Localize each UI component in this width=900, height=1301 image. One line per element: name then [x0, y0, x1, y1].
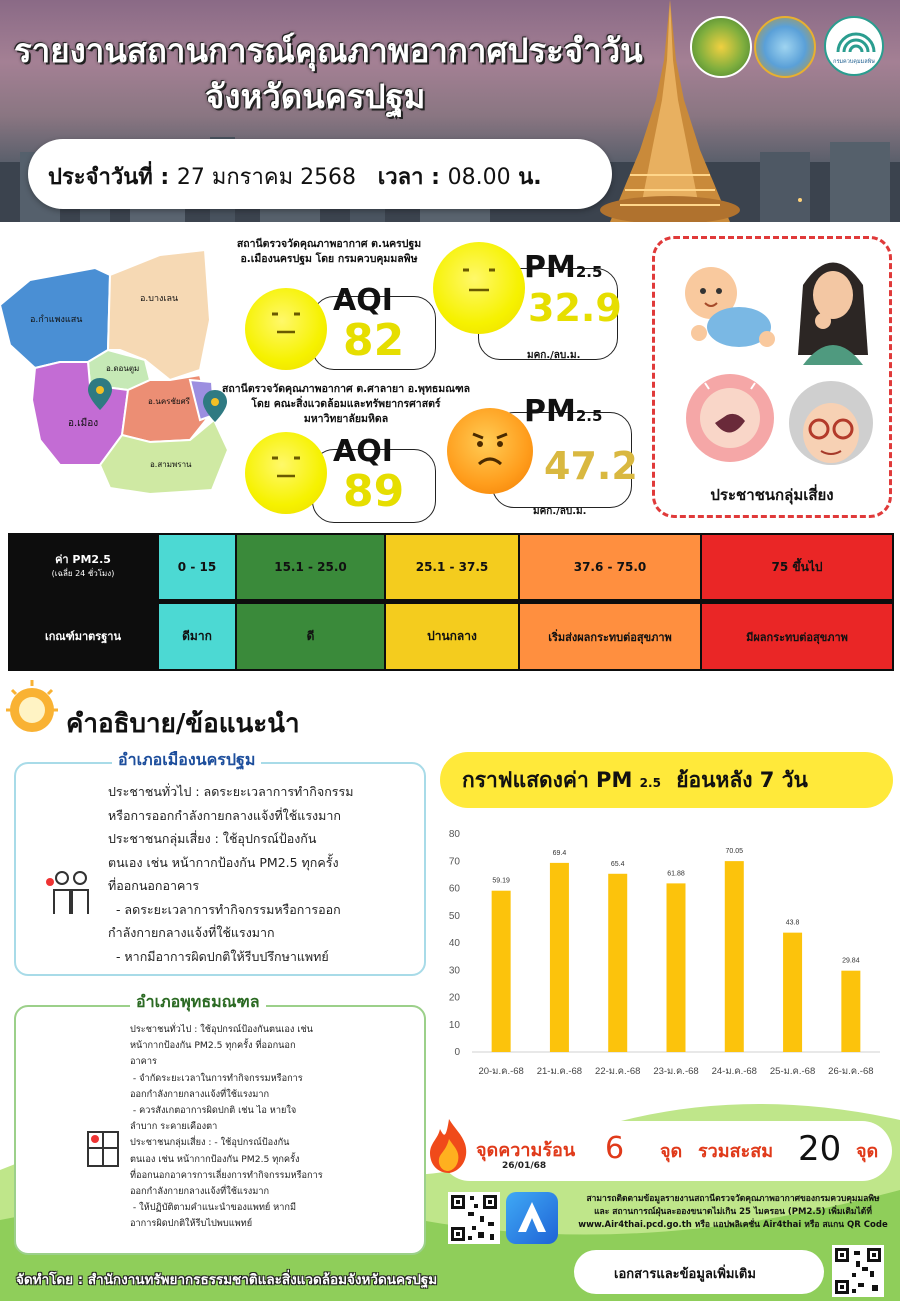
advice-line: กำลังกายกลางแจ้งที่ใช้แรงมาก: [108, 925, 275, 940]
more-info-pill[interactable]: [574, 1250, 824, 1294]
station2-name-line3: มหาวิทยาลัยมหิดล: [303, 413, 389, 425]
legend-level-cell: ปานกลาง: [386, 604, 518, 669]
advice-line: ตนเอง เช่น หน้ากากป้องกัน PM2.5 ทุกครั้ง: [108, 854, 339, 870]
district-label-samphran: อ.สามพราน: [150, 460, 192, 469]
advice-line: - ลดระยะเวลาการทำกิจกรรมหรือการออก: [108, 901, 341, 917]
bar-value-label: 65.4: [610, 860, 625, 868]
y-tick-label: 60: [448, 883, 460, 895]
baby-icon: [669, 255, 779, 365]
header-banner: [0, 0, 900, 222]
elderly-woman-icon: [781, 377, 881, 477]
station2-pm-value: 47.2: [544, 444, 638, 488]
pm25-bar-chart: [440, 820, 890, 1082]
chart-title-main: กราฟแสดงค่า PM: [462, 768, 633, 792]
footnote-line: สามารถติดตามข้อมูลรายงานสถานีตรวจวัดคุณภาพอากาศของกรมควบคุมมลพิษ: [586, 1194, 880, 1204]
chart-title: [462, 764, 808, 797]
hotspot-banner: [440, 1121, 892, 1181]
bar-value-label: 61.88: [667, 870, 685, 878]
bar-value-label: 59.19: [492, 877, 510, 885]
bar-value-label: 70.05: [725, 848, 744, 856]
chart-bar: [608, 874, 627, 1052]
legend-level-cell: มีผลกระทบต่อสุขภาพ: [702, 604, 892, 669]
risk-group-title: ประชาชนกลุ่มเสี่ยง: [710, 486, 834, 504]
smiley-face-icon: [433, 242, 525, 334]
station2-pm-unit: มคก./ลบ.ม.: [533, 506, 587, 517]
y-tick-label: 80: [448, 829, 460, 840]
time-value: 08.00: [447, 165, 511, 190]
y-tick-label: 50: [448, 910, 460, 922]
date-text: [48, 159, 542, 194]
lightbulb-icon: [0, 676, 70, 746]
chart-title-sub: 2.5: [639, 776, 661, 790]
hotspot-unit2: จุด: [856, 1141, 879, 1162]
advice-line: หรือการออกกำลังกายกลางแจ้งที่ใช้แรงมาก: [108, 807, 341, 823]
people-sick-icon: [44, 868, 96, 918]
advice-line: - หากมีอาการผิดปกติให้รีบปรึกษาแพทย์: [108, 948, 329, 964]
time-label: เวลา :: [377, 165, 440, 190]
hotspot-label: จุดความร้อน: [476, 1140, 576, 1161]
footnote-link-line[interactable]: www.Air4thai.pcd.go.th หรือ แอปพลิเคชั่น Air4thai หรือ สแกน QR Code: [578, 1220, 888, 1230]
legend-range-cell: 25.1 - 37.5: [386, 535, 518, 599]
pregnant-woman-icon: [675, 363, 785, 483]
chart-bar: [783, 933, 802, 1052]
provincial-seal-logo: [690, 16, 752, 78]
district-map: [0, 250, 230, 500]
window-warning-icon: [86, 1130, 120, 1168]
x-tick-label: 20-ม.ค.-68: [478, 1066, 524, 1077]
y-tick-label: 10: [448, 1019, 460, 1031]
y-tick-label: 20: [448, 992, 460, 1004]
y-tick-label: 0: [454, 1047, 460, 1058]
x-tick-label: 25-ม.ค.-68: [769, 1066, 816, 1077]
advice-line: ประชาชนกลุ่มเสี่ยง : - ใช้อุปกรณ์ป้องกัน: [130, 1137, 290, 1149]
station2-name-line2: โดย คณะสิ่งแวดล้อมและทรัพยากรศาสตร์: [251, 398, 441, 410]
legend-level-cell: ดีมาก: [159, 604, 235, 669]
advice-line: - จำกัดระยะเวลาในการทำกิจกรรมหรือการ: [130, 1072, 303, 1084]
legend-pm25-header-label: ค่า PM2.5: [55, 553, 111, 566]
legend-standard-header: เกณฑ์มาตรฐาน: [44, 630, 121, 643]
hotspot-date: 26/01/68: [502, 1161, 547, 1171]
hotspot-count: 6: [605, 1131, 625, 1166]
advice-line: - ให้ปฏิบัติตามคำแนะนำของแพทย์ หากมี: [130, 1202, 297, 1214]
station2-name-line1: สถานีตรวจวัดคุณภาพอากาศ ต.ศาลายา อ.พุทธมณฑล: [222, 383, 471, 395]
station2-pm-label: [524, 394, 602, 429]
province-title: จังหวัดนครปฐม: [205, 77, 426, 116]
smiley-face-icon: [245, 288, 327, 370]
district-label-kamphaengsaen: อ.กำแพงแสน: [30, 315, 83, 325]
fire-icon: [426, 1117, 472, 1175]
air4thai-app-icon[interactable]: [506, 1192, 558, 1244]
pcd-logo-text: กรมควบคุมมลพิษ: [833, 59, 875, 65]
legend-level-cell: ดี: [237, 604, 384, 669]
advice-line: ที่ออกนอกอาคารการเลี่ยงการทำกิจกรรมหรือการ: [130, 1169, 323, 1181]
advice-line: ที่ออกนอกอาคาร: [108, 878, 200, 893]
bar-value-label: 43.8: [785, 919, 800, 927]
advice-district2-title: อำเภอพุทธมณฑล: [130, 990, 266, 1015]
footnote-text: [568, 1193, 898, 1232]
pm-sub: 2.5: [575, 407, 603, 425]
pcd-logo: [824, 16, 884, 76]
footnote-line: และ สถานการณ์ฝุ่นละอองขนาดไม่เกิน 25 ไมครอน (PM2.5) เพิ่มเติมได้ที่: [594, 1207, 872, 1217]
chart-bar: [841, 971, 860, 1052]
advice-line: - ควรสังเกตอาการผิดปกติ เช่น ไอ หายใจ: [130, 1105, 297, 1117]
legend-range-cell: 0 - 15: [159, 535, 235, 599]
station1-name: [226, 237, 432, 267]
pm-label: PM: [524, 394, 576, 429]
legend-range-cell: 75 ขึ้นไป: [702, 535, 892, 599]
station2-name: [222, 382, 470, 427]
advice-line: ประชาชนกลุ่มเสี่ยง : ใช้อุปกรณ์ป้องกัน: [108, 831, 317, 846]
advice-line: ออกกำลังกายกลางแจ้งที่ใช้แรงมาก: [130, 1088, 270, 1100]
advice-line: หน้ากากป้องกัน PM2.5 ทุกครั้ง ที่ออกนอก: [130, 1040, 296, 1052]
date-banner: [28, 139, 612, 209]
advice-line: อาการผิดปกติให้รีบไปพบแพทย์: [130, 1218, 253, 1230]
environment-office-logo: [754, 16, 816, 78]
x-tick-label: 23-ม.ค.-68: [653, 1066, 699, 1077]
smiley-face-icon: [245, 432, 327, 514]
advice-district1-text: [108, 780, 353, 968]
chart-bar: [550, 863, 569, 1052]
advice-district1-title: อำเภอเมืองนครปฐม: [112, 748, 261, 773]
chart-bar: [667, 883, 686, 1052]
y-tick-label: 40: [448, 938, 460, 949]
advice-line: อาคาร: [130, 1056, 157, 1068]
x-tick-label: 21-ม.ค.-68: [536, 1066, 583, 1077]
pm25-legend-table: [8, 533, 894, 671]
more-info-label: เอกสารและข้อมูลเพิ่มเติม: [614, 1267, 756, 1282]
station1-pm-value: 32.9: [528, 286, 622, 330]
qr-code-air4thai[interactable]: [448, 1192, 500, 1244]
advice-line: ประชาชนทั่วไป : ลดระยะเวลาการทำกิจกรรม: [108, 784, 354, 799]
advice-district2-text: [130, 1022, 323, 1233]
x-tick-label: 26-ม.ค.-68: [828, 1066, 874, 1077]
district-label-dontum: อ.ดอนตูม: [106, 364, 140, 373]
x-tick-label: 24-ม.ค.-68: [711, 1066, 757, 1077]
advice-line: ลำบาก ระคายเคืองตา: [130, 1121, 218, 1133]
time-unit: น.: [518, 165, 542, 190]
advice-title: คำอธิบาย/ข้อแนะนำ: [66, 709, 300, 739]
frowning-face-icon: [447, 408, 533, 494]
bar-value-label: 69.4: [552, 849, 567, 857]
district-label-banglen: อ.บางเลน: [140, 294, 179, 304]
advice-line: ตนเอง เช่น หน้ากากป้องกัน PM2.5 ทุกครั้ง: [130, 1153, 300, 1165]
chart-title-tail: ย้อนหลัง 7 วัน: [676, 768, 808, 792]
bar-value-label: 29.84: [842, 957, 860, 965]
advice-line: ประชาชนทั่วไป : ใช้อุปกรณ์ป้องกันตนเอง เช่น: [130, 1024, 313, 1035]
x-tick-label: 22-ม.ค.-68: [595, 1066, 641, 1077]
organizer-credit: จัดทำโดย : สำนักงานทรัพยากรธรรมชาติและสิ่งแวดล้อมจังหวัดนครปฐม: [16, 1272, 438, 1288]
legend-pm25-header: [8, 533, 158, 601]
station1-aqi-value: 82: [343, 315, 405, 366]
station1-pm-unit: มคก./ลบ.ม.: [527, 350, 581, 361]
hotspot-total-label: รวมสะสม: [698, 1141, 774, 1162]
legend-range-cell: 37.6 - 75.0: [520, 535, 700, 599]
date-label: ประจำวันที่ :: [48, 165, 170, 190]
station2-aqi-label: AQI: [333, 434, 393, 469]
pm-sub: 2.5: [575, 263, 603, 281]
sick-woman-icon: [783, 245, 883, 365]
date-value: 27 มกราคม 2568: [176, 165, 357, 190]
legend-pm25-header-sub: (เฉลี่ย 24 ชั่วโมง): [51, 569, 115, 578]
advice-line: ออกกำลังกายกลางแจ้งที่ใช้แรงมาก: [130, 1186, 270, 1198]
station1-name-line2: อ.เมืองนครปฐม โดย กรมควบคุมมลพิษ: [240, 253, 418, 265]
station2-aqi-value: 89: [343, 466, 405, 517]
pm-label: PM: [524, 250, 576, 285]
legend-range-cell: 15.1 - 25.0: [237, 535, 384, 599]
y-tick-label: 30: [448, 965, 460, 977]
hotspot-total: 20: [798, 1129, 842, 1169]
report-title: รายงานสถานการณ์คุณภาพอากาศประจำวัน: [14, 31, 643, 70]
chart-bar: [492, 891, 511, 1052]
station1-pm-label: [524, 250, 602, 285]
district-label-mueang: อ.เมือง: [68, 418, 99, 429]
hotspot-unit1: จุด: [660, 1141, 683, 1162]
y-tick-label: 70: [448, 856, 460, 868]
legend-level-cell: เริ่มส่งผลกระทบต่อสุขภาพ: [520, 604, 700, 669]
station1-name-line1: สถานีตรวจวัดคุณภาพอากาศ ต.นครปฐม: [236, 238, 422, 250]
qr-code-more-info[interactable]: [832, 1245, 884, 1297]
risk-group-panel: [652, 236, 892, 518]
district-label-nakhonchaisi: อ.นครชัยศรี: [148, 397, 190, 406]
chart-bar: [725, 861, 744, 1052]
station1-aqi-label: AQI: [333, 283, 393, 318]
chart-title-banner: [440, 752, 893, 808]
